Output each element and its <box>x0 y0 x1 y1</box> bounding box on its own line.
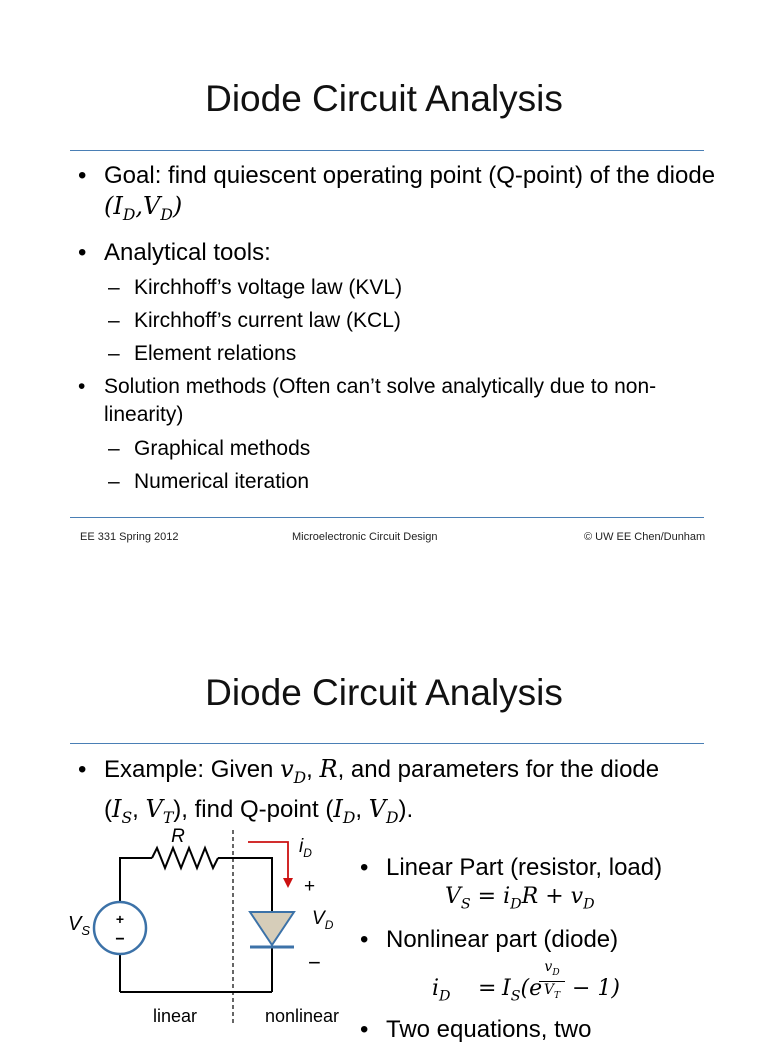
slide-1-title: Diode Circuit Analysis <box>205 78 563 119</box>
bullet-tools: • Analytical tools: <box>78 237 718 268</box>
footer-divider <box>70 517 704 518</box>
tool-item: – Kirchhoff’s current law (KCL) <box>78 307 718 335</box>
solution-item: – Numerical iteration <box>78 468 718 496</box>
footer-copyright: © UW EE Chen/Dunham <box>584 531 706 543</box>
title-divider <box>70 150 704 151</box>
goal-text: Goal: find quiescent operating point (Q-point) of the diode <box>104 162 716 189</box>
resistor-symbol <box>152 848 218 868</box>
diode-symbol <box>250 912 294 945</box>
goal-math: $(I_D,V_D)$ <box>104 192 183 224</box>
slide-2: Diode Circuit Analysis • Example: Given $v_D$, R, and parameters for the diode ($I_S$, $V_T$), find Q-point ($I_D$, $V_D$). + − $V_S$ $i_D$ + $V_D$ − R linear nonlinear • Linear Part (resistor, load) $V_S = i_DR + v_D$ • Nonlinear part (diode) $i_D$ = $I_S(e$ $v_D$ $V_T$ − 1) • Two equations, two <box>0 580 768 1024</box>
slide-2-right-bullets <box>360 852 740 883</box>
source-plus: + <box>115 911 125 927</box>
current-arrowhead <box>283 878 293 888</box>
current-arrow <box>248 842 288 880</box>
resistor-label: R <box>171 826 185 847</box>
nonlinear-label: nonlinear <box>264 1006 340 1024</box>
source-label: $V_S$ <box>68 913 91 938</box>
bullet-linear-part: • Linear Part (resistor, load) <box>360 852 740 883</box>
linear-equation: $V_S = i_DR + v_D$ <box>445 884 595 913</box>
footer-course: EE 331 Spring 2012 <box>80 531 179 543</box>
voltage-minus: − <box>308 950 321 975</box>
voltage-plus: + <box>304 876 316 897</box>
footer-subject: Microelectronic Circuit Design <box>292 531 438 543</box>
bullet-goal <box>78 160 718 231</box>
bullet-two-equations: • Two equations, two <box>360 1014 740 1045</box>
slide-2-title: Diode Circuit Analysis <box>205 672 563 713</box>
bullet-example: • Example: Given $v_D$, R, and parameters for the diode ($I_S$, $V_T$), find Q-point ($I_D$, $V_D$). <box>78 754 718 834</box>
wire-top-right <box>218 858 272 912</box>
slide-1-bullets <box>78 160 718 501</box>
diode-voltage-label: $V_D$ <box>312 908 334 932</box>
linear-label: linear <box>152 1006 198 1024</box>
slide-2-right-bullets-3 <box>360 1014 740 1051</box>
diode-circuit <box>60 820 360 1024</box>
slide-2-right-bullets-2 <box>360 924 740 961</box>
bullet-solution: • Solution methods (Often can’t solve analytically due to non-linearity) <box>78 373 718 429</box>
solution-item: – Graphical methods <box>78 435 718 463</box>
current-label: $i_D$ <box>299 836 312 860</box>
bullet-nonlinear-part: • Nonlinear part (diode) <box>360 924 740 955</box>
title-divider <box>70 743 704 744</box>
tool-item: – Kirchhoff’s voltage law (KVL) <box>78 274 718 302</box>
source-minus: − <box>115 931 125 948</box>
tool-item: – Element relations <box>78 340 718 368</box>
